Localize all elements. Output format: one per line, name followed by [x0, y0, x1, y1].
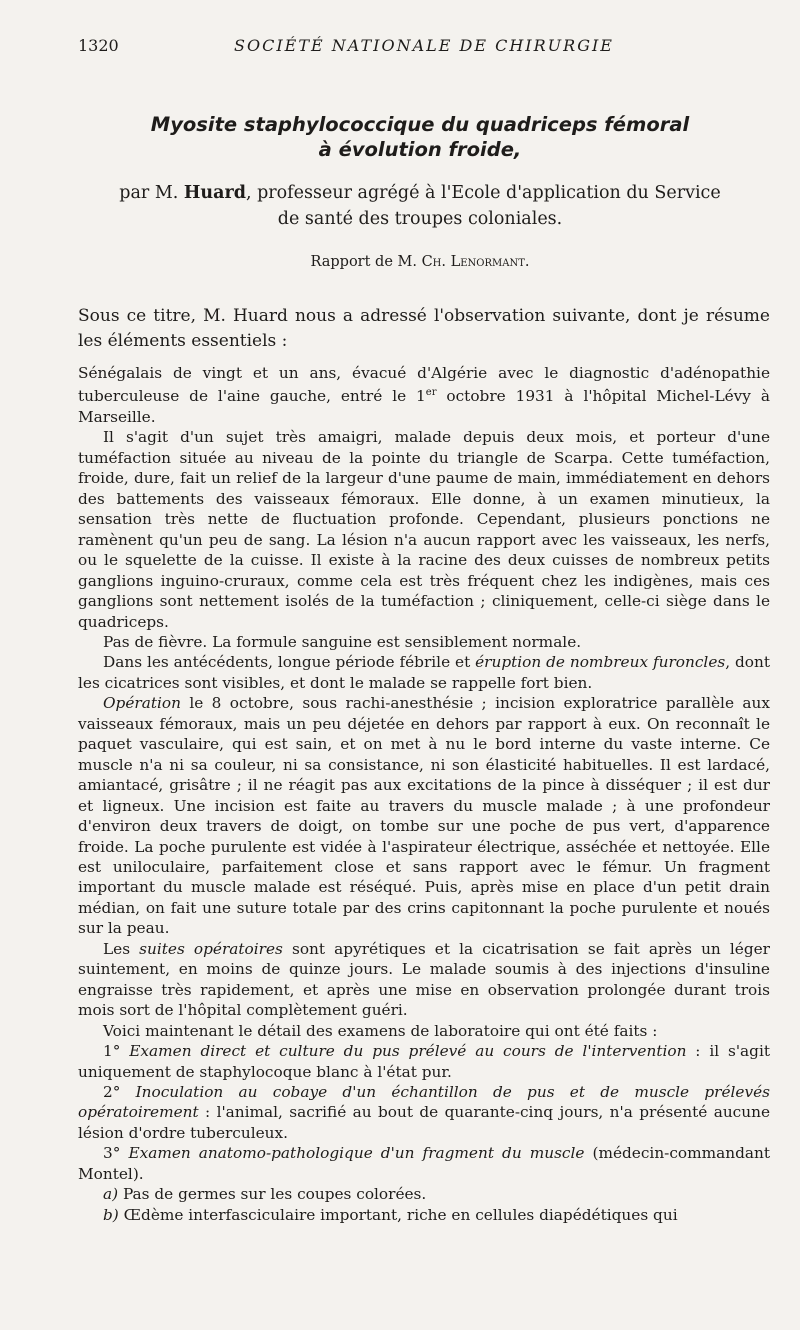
sub-item-a-label: a): [103, 1185, 119, 1204]
superscript-er: er: [425, 387, 437, 399]
sub-item-a-text: Pas de germes sur les coupes colorées.: [118, 1185, 427, 1204]
paragraph-10: [78, 1143, 770, 1184]
sub-item-b-text: Œdème interfasciculaire important, riche en cellules diapédétiques qui: [118, 1205, 678, 1224]
page-number: 1320: [78, 36, 119, 55]
paragraph-5: [78, 693, 770, 938]
report-line: [60, 254, 780, 270]
item-2-number: 2°: [103, 1082, 136, 1101]
paragraph-4-text-end: , dont les cicatrices sont visibles, et dont le malade se rappelle fort bien.: [78, 653, 770, 692]
paragraph-11: [78, 1184, 770, 1204]
operation-heading: Opération: [103, 694, 181, 713]
item-1-text: : il s'agit uniquement de staphylocoque blanc à l'état pur.: [78, 1042, 770, 1081]
paragraph-4-text: Dans les antécédents, longue période fébrile et: [103, 653, 476, 672]
byline-affiliation-2: de santé des troupes coloniales.: [277, 209, 563, 229]
reporter-name: Ch. Lenormant.: [421, 254, 530, 270]
paragraph-8: [78, 1041, 770, 1082]
item-3-heading: Examen anatomo-pathologique d'un fragment du muscle: [128, 1144, 585, 1163]
paragraph-5-text: le 8 octobre, sous rachi-anesthésie ; incision exploratrice parallèle aux vaisseaux fémoraux, mais un peu déjetée en dehors par rapport à eux. On reconnaît le paquet vasculaire, qui est sain, et on met à nu le bord interne du vaste interne. Ce muscle n'a ni sa couleur, ni sa consistance, ni son élasticité habituelles. Il est lardacé, amiantacé, grisâtre ; il ne réagit pas aux excitations de la pince à disséquer ; il est dur et ligneux. Une incision est faite au travers du muscle malade ; à une profondeur d'environ deux travers de doigt, on tombe sur une poche de pus vert, d'apparence froide. La poche purulente est vidée à l'aspirateur électrique, asséchée et nettoyée. Elle est uniloculaire, parfaitement close et sans rapport avec le fémur. Un fragment important du muscle malade est réséqué. Puis, après mise en place d'un petit drain médian, on fait une suture totale par des crins capitonnant la poche purulente et noués sur la peau.: [78, 694, 770, 938]
report-prefix: Rapport de M.: [310, 254, 422, 270]
paragraph-6: [78, 939, 770, 1021]
paragraph-6-italic: suites opératoires: [139, 939, 283, 958]
title-line-2: à évolution froide,: [318, 138, 522, 161]
title-line-1: Myosite staphylococcique du quadriceps fémoral: [150, 113, 690, 136]
paragraph-9: [78, 1082, 770, 1143]
paragraph-7: Voici maintenant le détail des examens de laboratoire qui ont été faits :: [103, 1021, 658, 1040]
paragraph-2: Il s'agit d'un sujet très amaigri, malade depuis deux mois, et porteur d'une tuméfaction située au niveau de la pointe du triangle de Scarpa. Cette tuméfaction, froide, dure, fait un relief de la largeur d'une paume de main, immédiatement en dehors des battements des vaisseaux fémoraux. Elle donne, à un examen minutieux, la sensation très nette de fluctuation profonde. Cependant, plusieurs ponctions ne ramènent qu'un peu de sang. La lésion n'a aucun rapport avec les vaisseaux, les nerfs, ou le squelette de la cuisse. Il existe à la racine des deux cuisses de nombreux petits ganglions inguino-cruraux, comme cela est très fréquent chez les indigènes, mais ces ganglions sont nettement isolés de la tuméfaction ; cliniquement, celle-ci siège dans le quadriceps.: [78, 428, 770, 631]
item-3-text: (médecin-commandant Montel).: [78, 1144, 771, 1183]
paragraph-12: [78, 1205, 770, 1225]
paragraph-6-text-end: sont apyrétiques et la cicatrisation se fait après un léger suintement, en moins de quinze jours. Le malade soumis à des injections d'insuline engraisse très rapidement, et après une mise en observation prolongée durant trois mois sort de l'hôpital complètement guéri.: [78, 939, 770, 1020]
article-title: [60, 112, 780, 162]
paragraph-4: [78, 652, 770, 693]
item-1-number: 1°: [103, 1042, 130, 1061]
item-1-heading: Examen direct et culture du pus prélevé au cours de l'intervention: [129, 1042, 687, 1061]
paragraph-1-text: Sénégalais de vingt et un ans, évacué d'Algérie avec le diagnostic d'adénopathie tuberculeuse de l'aine gauche, entré le 1: [78, 364, 770, 406]
article-body: [78, 363, 770, 1225]
item-3-number: 3°: [103, 1144, 129, 1163]
byline: [60, 180, 780, 232]
intro-paragraph: Sous ce titre, M. Huard nous a adressé l'observation suivante, dont je résume les éléments essentiels :: [78, 306, 770, 351]
author-name: Huard: [183, 183, 246, 203]
paragraph-1: [78, 363, 770, 427]
item-2-heading: Inoculation au cobaye d'un échantillon de pus et de muscle prélevés opératoirement: [78, 1082, 770, 1122]
paragraph-4-italic: éruption de nombreux furoncles: [475, 653, 726, 672]
sub-item-b-label: b): [103, 1205, 119, 1224]
paragraph-1-text-end: octobre 1931 à l'hôpital Michel-Lévy à Marseille.: [78, 387, 770, 426]
item-2-text: : l'animal, sacrifié au bout de quarante-cinq jours, n'a présenté aucune lésion d'ordre tuberculeux.: [78, 1103, 770, 1142]
byline-affiliation-1: , professeur agrégé à l'Ecole d'application du Service: [245, 183, 721, 203]
paragraph-3: Pas de fièvre. La formule sanguine est sensiblement normale.: [103, 632, 582, 651]
paragraph-6-text: Les: [103, 939, 140, 958]
byline-par: par M.: [119, 183, 184, 203]
running-title: SOCIÉTÉ NATIONALE DE CHIRURGIE: [234, 36, 614, 55]
page-header: [78, 36, 770, 58]
